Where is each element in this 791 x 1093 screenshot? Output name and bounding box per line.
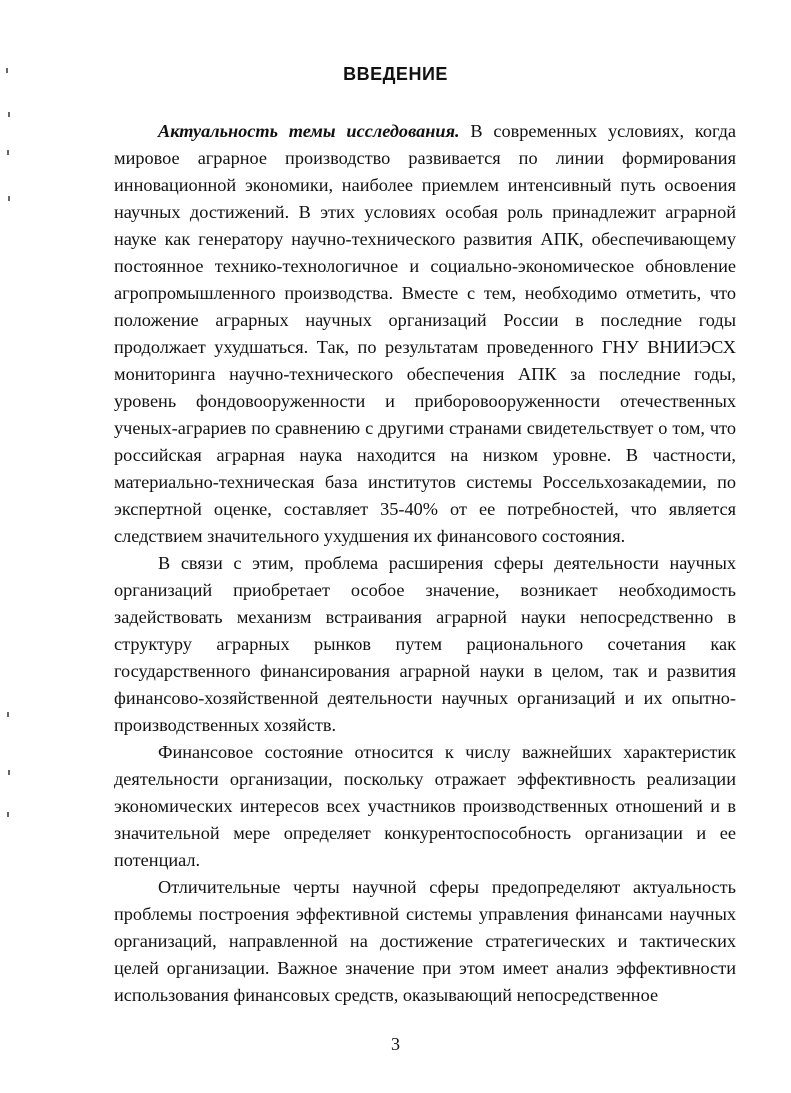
body-text bbox=[114, 118, 736, 1009]
page-title: ВВЕДЕНИЕ bbox=[343, 64, 448, 84]
paragraph-text: В современных условиях, когда мировое аграрное производство развивается по линии формирования инновационной экономики, наиболее приемлем интенсивный путь освоения научных достижений. В этих условиях особая роль принадлежит аграрной науке как генератору научно-технического развития АПК, обеспечивающему постоянное технико-технологичное и социально-экономическое обновление агропромышленного производства. Вместе с тем, необходимо отметить, что положение аграрных научных организаций России в последние годы продолжает ухудшаться. Так, по результатам проведенного ГНУ ВНИИЭСХ мониторинга научно-технического обеспечения АПК за последние годы, уровень фондовооруженности и приборовооруженности отечественных ученых-аграриев по сравнению с другими странами свидетельствует о том, что российская аграрная наука находится на низком уровне. В частности, материально-техническая база институтов системы Россельхозакадемии, по экспертной оценке, составляет 35-40% от ее потребностей, что является следствием значительного ухудшения их финансового состояния. bbox=[114, 121, 736, 546]
scan-artifact bbox=[8, 112, 10, 117]
paragraph-4: Отличительные черты научной сферы предопределяют актуальность проблемы построения эффективной системы управления финансами научных организаций, направленной на достижение стратегических и тактических целей организации. Важное значение при этом имеет анализ эффективности использования финансовых средств, оказывающий непосредственное bbox=[114, 877, 736, 1005]
scan-artifact bbox=[7, 812, 9, 817]
scan-artifact bbox=[7, 712, 9, 717]
paragraph-2: В связи с этим, проблема расширения сферы деятельности научных организаций приобретает особое значение, возникает необходимость задействовать механизм встраивания аграрной науки непосредственно в структуру аграрных рынков путем рационального сочетания как государственного финансирования аграрной науки в целом, так и развития финансово-хозяйственной деятельности научных организаций и их опытно-производственных хозяйств. bbox=[114, 553, 736, 735]
paragraph-3: Финансовое состояние относится к числу важнейших характеристик деятельности организации, поскольку отражает эффективность реализации экономических интересов всех участников производственных отношений и в значительной мере определяет конкурентоспособность организации и ее потенциал. bbox=[114, 742, 736, 870]
scan-artifact bbox=[8, 196, 10, 201]
page-number: 3 bbox=[391, 1034, 400, 1054]
paragraph-1 bbox=[114, 118, 736, 550]
scan-artifact bbox=[8, 770, 10, 775]
paragraph-lead: Актуальность темы исследования. bbox=[158, 121, 460, 141]
scan-artifact bbox=[7, 150, 9, 155]
